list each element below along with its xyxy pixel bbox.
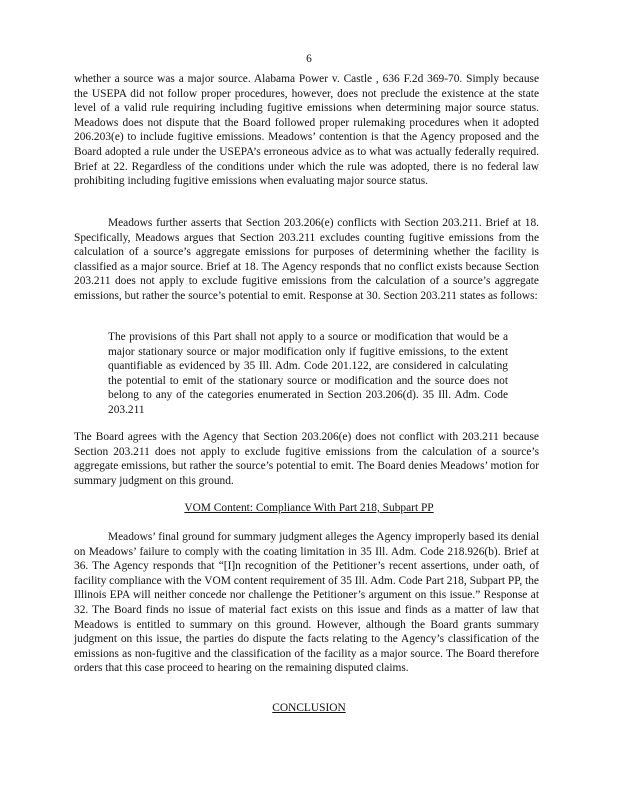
- section-heading-vom-content: [0, 501, 618, 516]
- page-number: 6: [306, 53, 312, 65]
- paragraph-section-conflict-argument: Meadows further asserts that Section 203.206(e) conflicts with Section 203.211. Brief at 18. Specifically, Meadows argues that Section 203.211 excludes counting fugitive emissions from the calculation of a source’s aggregate emissions for purposes of determining whether the facility is classified as a major source. Brief at 18. The Agency responds that no conflict exists because Section 203.211 does not apply to exclude fugitive emissions from the calculation of a source’s aggregate emissions, but rather the source’s potential to emit. Response at 30. Section 203.211 states as follows:: [74, 217, 539, 302]
- section-heading-conclusion: [0, 701, 618, 716]
- block-quote-section-203-211: The provisions of this Part shall not apply to a source or modification that would be a major stationary source or major modification only if fugitive emissions, to the extent quantifiable as evidenced by 35 Ill. Adm. Code 201.122, are considered in calculating the potential to emit of the stationary source or modification and the source does not belong to any of the categories enumerated in Section 203.206(d). 35 Ill. Adm. Code 203.211: [108, 331, 508, 416]
- paragraph-board-agrees: The Board agrees with the Agency that Section 203.206(e) does not conflict with 203.211 because Section 203.211 does not apply to exclude fugitive emissions from the calculation of a source’s aggregate emissions, but rather the source’s potential to emit. The Board denies Meadows’ motion for summary judgment on this ground.: [74, 431, 539, 487]
- section-heading-vom-content-text: VOM Content: Compliance With Part 218, Subpart PP: [184, 502, 434, 514]
- paragraph-final-ground: Meadows’ final ground for summary judgment alleges the Agency improperly based its denial on Meadows’ failure to comply with the coating limitation in 35 Ill. Adm. Code 218.926(b). Brief at 36. The Agency responds that “[I]n recognition of the Petitioner’s recent assertions, under oath, of facility compliance with the VOM content requirement of 35 Ill. Adm. Code Part 218, Subpart PP, the Illinois EPA will neither concede nor challenge the Petitioner’s argument on this issue.” Response at 32. The Board finds no issue of material fact exists on this issue and finds as a matter of law that Meadows is entitled to summary on this ground. However, although the Board grants summary judgment on this issue, the parties do dispute the facts relating to the Agency’s classification of the emissions as non-fugitive and the classification of the facility as a major source. The Board therefore orders that this case proceed to hearing on the remaining disputed claims.: [74, 531, 539, 675]
- paragraph-major-source-status: whether a source was a major source. Alabama Power v. Castle , 636 F.2d 369-70. Simply because the USEPA did not follow proper procedures, however, does not preclude the existence at the state level of a valid rule requiring including fugitive emissions when determining major source status. Meadows does not dispute that the Board followed proper rulemaking procedures when it adopted 206.203(e) to include fugitive emissions. Meadows’ contention is that the Agency proposed and the Board adopted a rule under the USEPA’s erroneous advice as to what was actually federally required. Brief at 22. Regardless of the conditions under which the rule was adopted, there is no federal law prohibiting including fugitive emissions when evaluating major source status.: [74, 73, 539, 188]
- section-heading-conclusion-text: CONCLUSION: [272, 702, 346, 714]
